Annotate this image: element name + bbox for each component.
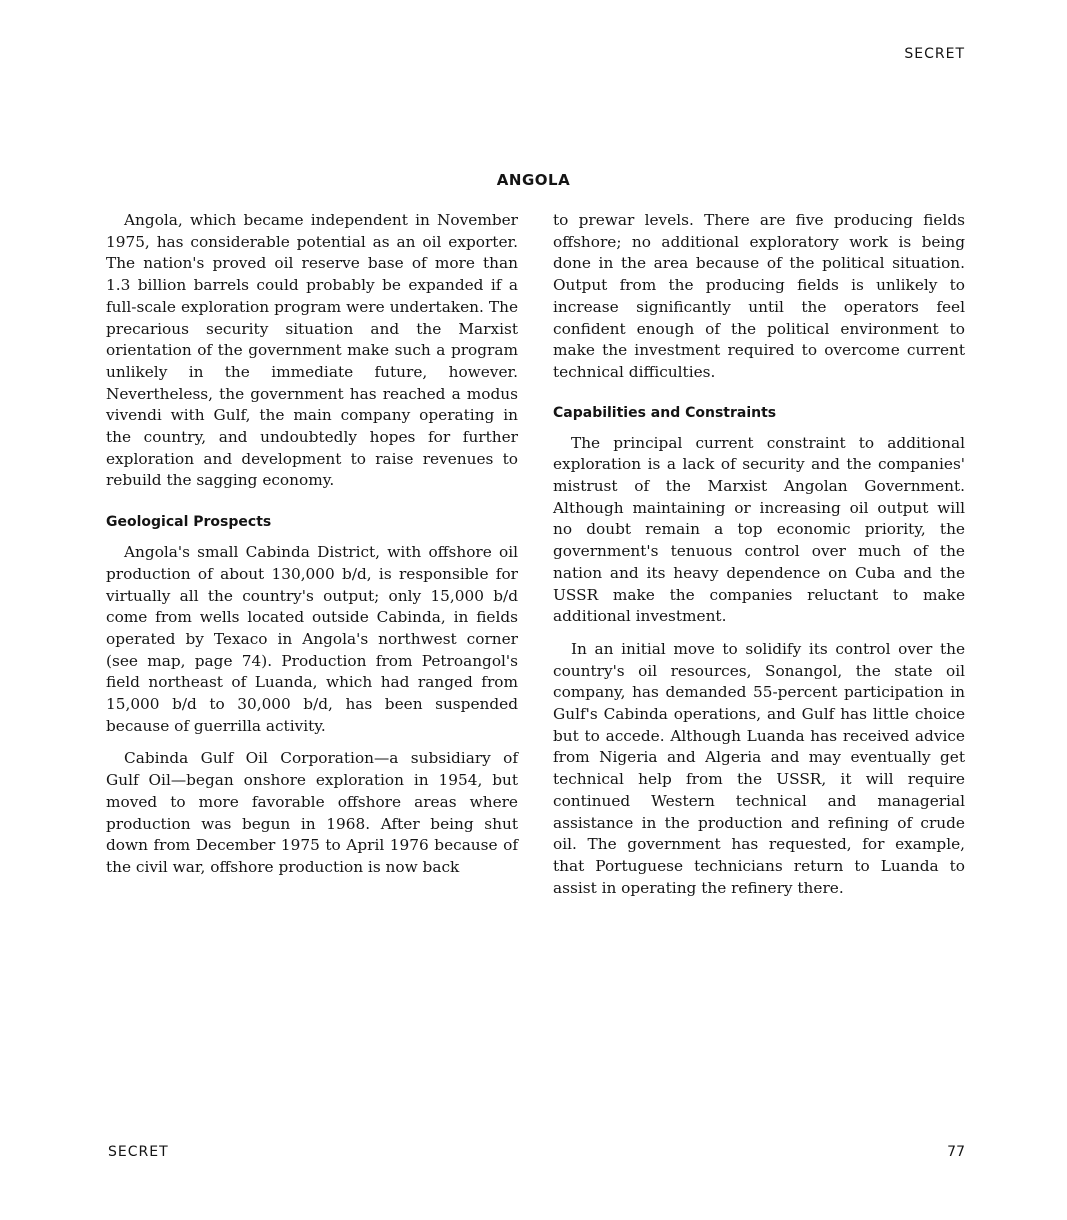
right-column: [553, 210, 965, 910]
page-number: 77: [947, 1144, 965, 1160]
sonangol-paragraph: In an initial move to solidify its control over the country's oil resources, Sonangol, the state oil company, has demanded 55-percent participation in Gulf's Cabinda operations, and Gulf has little choice but to accede. Although Luanda has received advice from Nigeria and Algeria and may eventually get technical help from the USSR, it will require continued Western technical and managerial assistance in the production and refining of crude oil. The government has requested, for example, that Portuguese technicians return to Luanda to assist in operating the refinery there.: [553, 639, 965, 897]
top-classification-marking: SECRET: [904, 46, 965, 62]
bottom-classification-marking: SECRET: [108, 1144, 169, 1160]
cabinda-district-paragraph: Angola's small Cabinda District, with offshore oil production of about 130,000 b/d, is responsible for virtually all the country's output; only 15,000 b/d come from wells located outside Cabinda, in fields operated by Texaco in Angola's northwest corner (see map, page 74). Production from Petroangol's field northeast of Luanda, which had ranged from 15,000 b/d to 30,000 b/d, has been suspended because of guerrilla activity.: [106, 543, 518, 735]
section-heading-capabilities-constraints: Capabilities and Constraints: [553, 404, 777, 421]
intro-paragraph: Angola, which became independent in November 1975, has considerable potential as an oil exporter. The nation's proved oil reserve base of more than 1.3 billion barrels could probably be expanded if a full-scale exploration program were undertaken. The precarious security situation and the Marxist orientation of the government make such a program unlikely in the immediate future, however. Nevertheless, the government has reached a modus vivendi with Gulf, the main company operating in the country, and undoubtedly hopes for further exploration and development to raise revenues to rebuild the sagging economy.: [106, 211, 518, 490]
cabinda-gulf-paragraph: Cabinda Gulf Oil Corporation—a subsidiary of Gulf Oil—began onshore exploration in 1954, but moved to more favorable offshore areas where production was begun in 1968. After being shut down from December 1975 to April 1976 because of the civil war, offshore production is now back: [106, 749, 518, 876]
constraint-paragraph: The principal current constraint to additional exploration is a lack of security and the companies' mistrust of the Marxist Angolan Government. Although maintaining or increasing oil output will no doubt remain a top economic priority, the government's tenuous control over much of the nation and its heavy dependence on Cuba and the USSR make the companies reluctant to make additional investment.: [553, 433, 965, 626]
page-title: ANGOLA: [496, 171, 571, 189]
continued-paragraph: to prewar levels. There are five producing fields offshore; no additional exploratory work is being done in the area because of the political situation. Output from the producing fields is unlikely to increase significantly until the operators feel confident enough of the political environment to make the investment required to overcome current technical difficulties.: [553, 211, 965, 381]
section-heading-geological-prospects: Geological Prospects: [106, 514, 272, 531]
left-column: [106, 210, 518, 890]
